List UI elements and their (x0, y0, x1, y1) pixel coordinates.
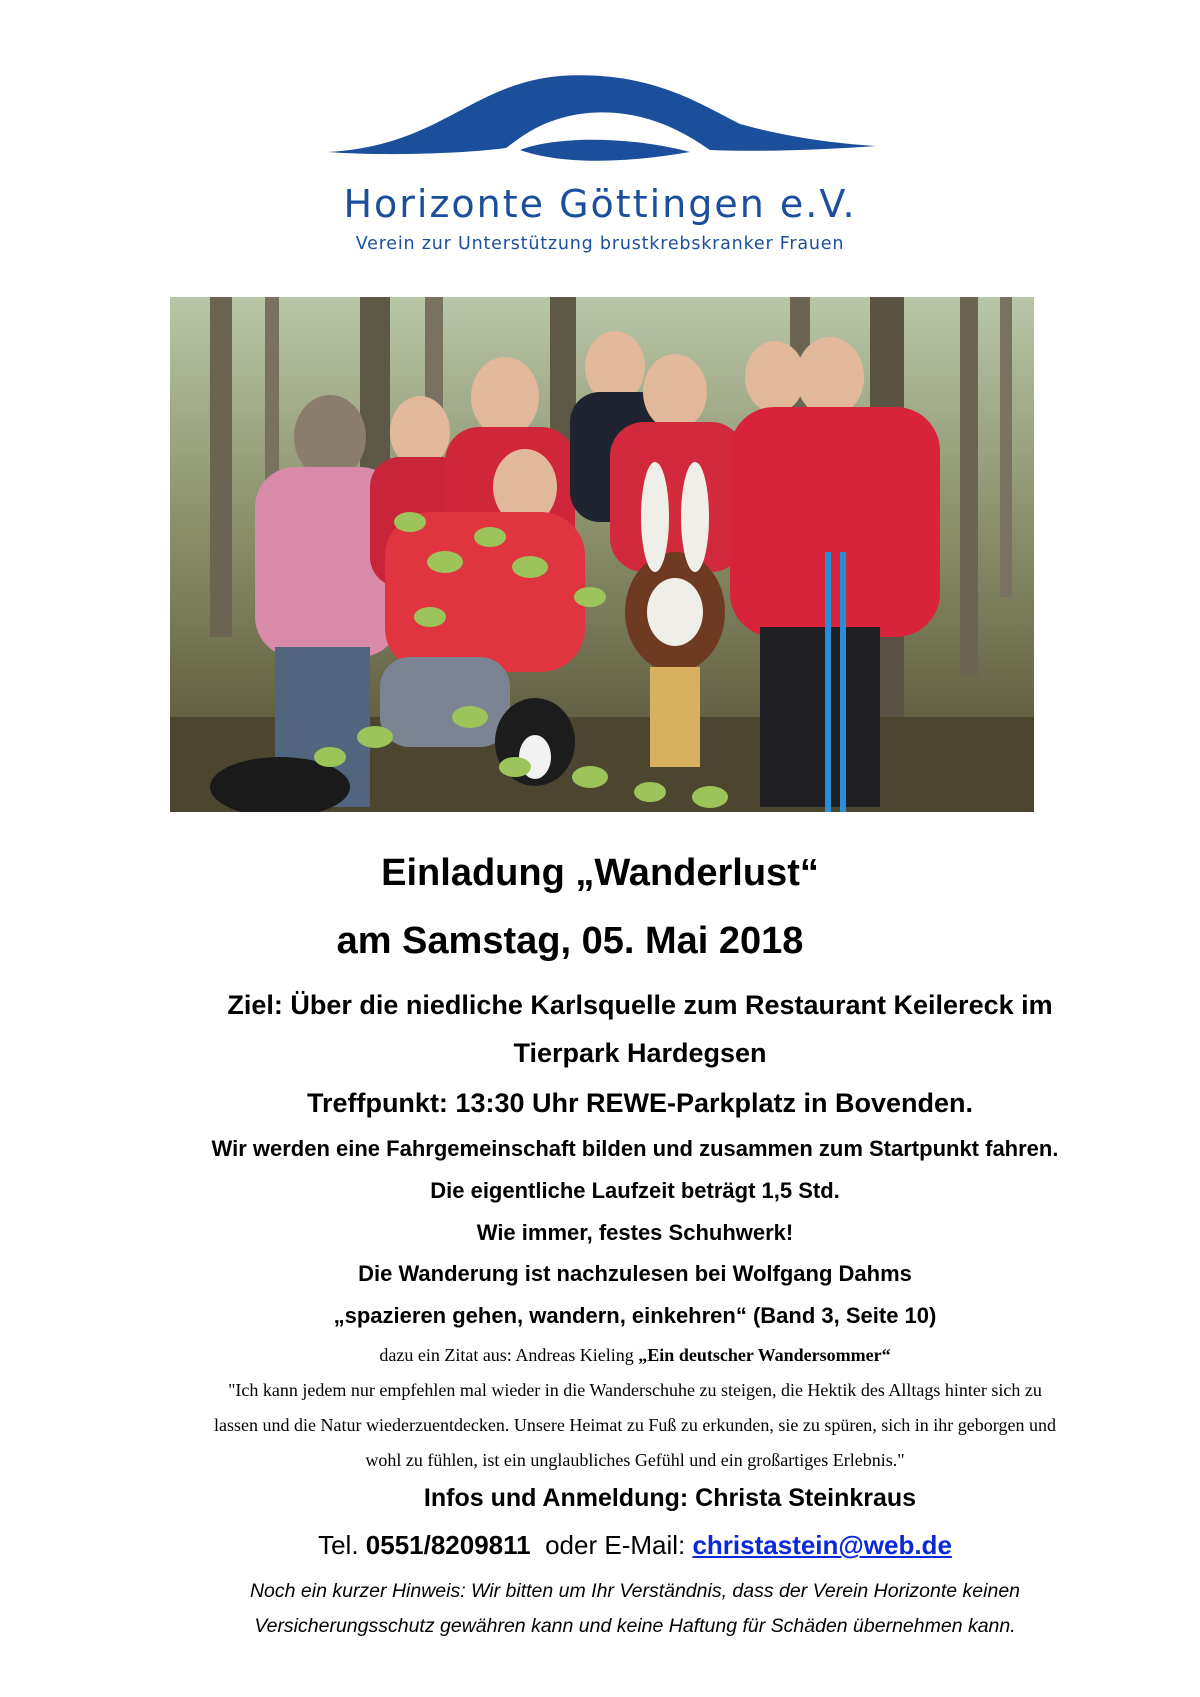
invitation-date: am Samstag, 05. Mai 2018 (336, 920, 804, 962)
quote-line-2: lassen und die Natur wiederzuentdecken. Unsere Heimat zu Fuß zu erkunden, sie zu spüren, sich in ihr geborgen und (214, 1415, 1056, 1435)
quote-line-3: wohl zu fühlen, ist ein unglaubliches Gefühl und ein großartiges Erlebnis." (365, 1450, 905, 1470)
org-name: Horizonte Göttingen e.V. (343, 182, 857, 226)
shoes-text: Wie immer, festes Schuhwerk! (476, 1220, 794, 1245)
logo (320, 64, 880, 264)
notice-line-2: Versicherungsschutz gewähren kann und keine Haftung für Schäden übernehmen kann. (254, 1615, 1016, 1637)
or-email-label: oder E-Mail: (530, 1530, 693, 1560)
tel-prefix: Tel. (318, 1530, 366, 1560)
notice-line-1: Noch ein kurzer Hinweis: Wir bitten um Ihr Verständnis, dass der Verein Horizonte keinen (249, 1580, 1021, 1602)
horizon-eye-logo-icon (320, 64, 880, 174)
goal-line-2: Tierpark Hardegsen (513, 1038, 767, 1068)
goal-line-1: Ziel: Über die niedliche Karlsquelle zum Restaurant Keilereck im (227, 990, 1053, 1020)
duration-text: Die eigentliche Laufzeit beträgt 1,5 Std. (430, 1178, 840, 1203)
invitation-title: Einladung „Wanderlust“ (381, 852, 819, 894)
quote-line-1: "Ich kann jedem nur empfehlen mal wieder in die Wanderschuhe zu steigen, die Hektik des Alltags hinter sich zu (228, 1380, 1042, 1400)
contact-line (35, 1530, 1200, 1561)
tel-number: 0551/8209811 (365, 1530, 531, 1560)
book-line-1: Die Wanderung ist nachzulesen bei Wolfgang Dahms (358, 1261, 912, 1286)
group-hiking-photo (170, 297, 1034, 812)
quote-intro (35, 1345, 1200, 1366)
carpool-text: Wir werden eine Fahrgemeinschaft bilden und zusammen zum Startpunkt fahren. (211, 1136, 1059, 1161)
meeting-point: Treffpunkt: 13:30 Uhr REWE-Parkplatz in Bovenden. (306, 1088, 974, 1118)
contact-heading: Infos und Anmeldung: Christa Steinkraus (423, 1484, 917, 1512)
email-link[interactable]: christastein@web.de (692, 1530, 952, 1560)
quote-book-title: „Ein deutscher Wandersommer“ (638, 1345, 891, 1365)
quote-intro-prefix: dazu ein Zitat aus: Andreas Kieling (379, 1345, 639, 1365)
book-line-2: „spazieren gehen, wandern, einkehren“ (Band 3, Seite 10) (333, 1303, 937, 1328)
org-subtitle: Verein zur Unterstützung brustkrebskranker Frauen (355, 234, 845, 254)
